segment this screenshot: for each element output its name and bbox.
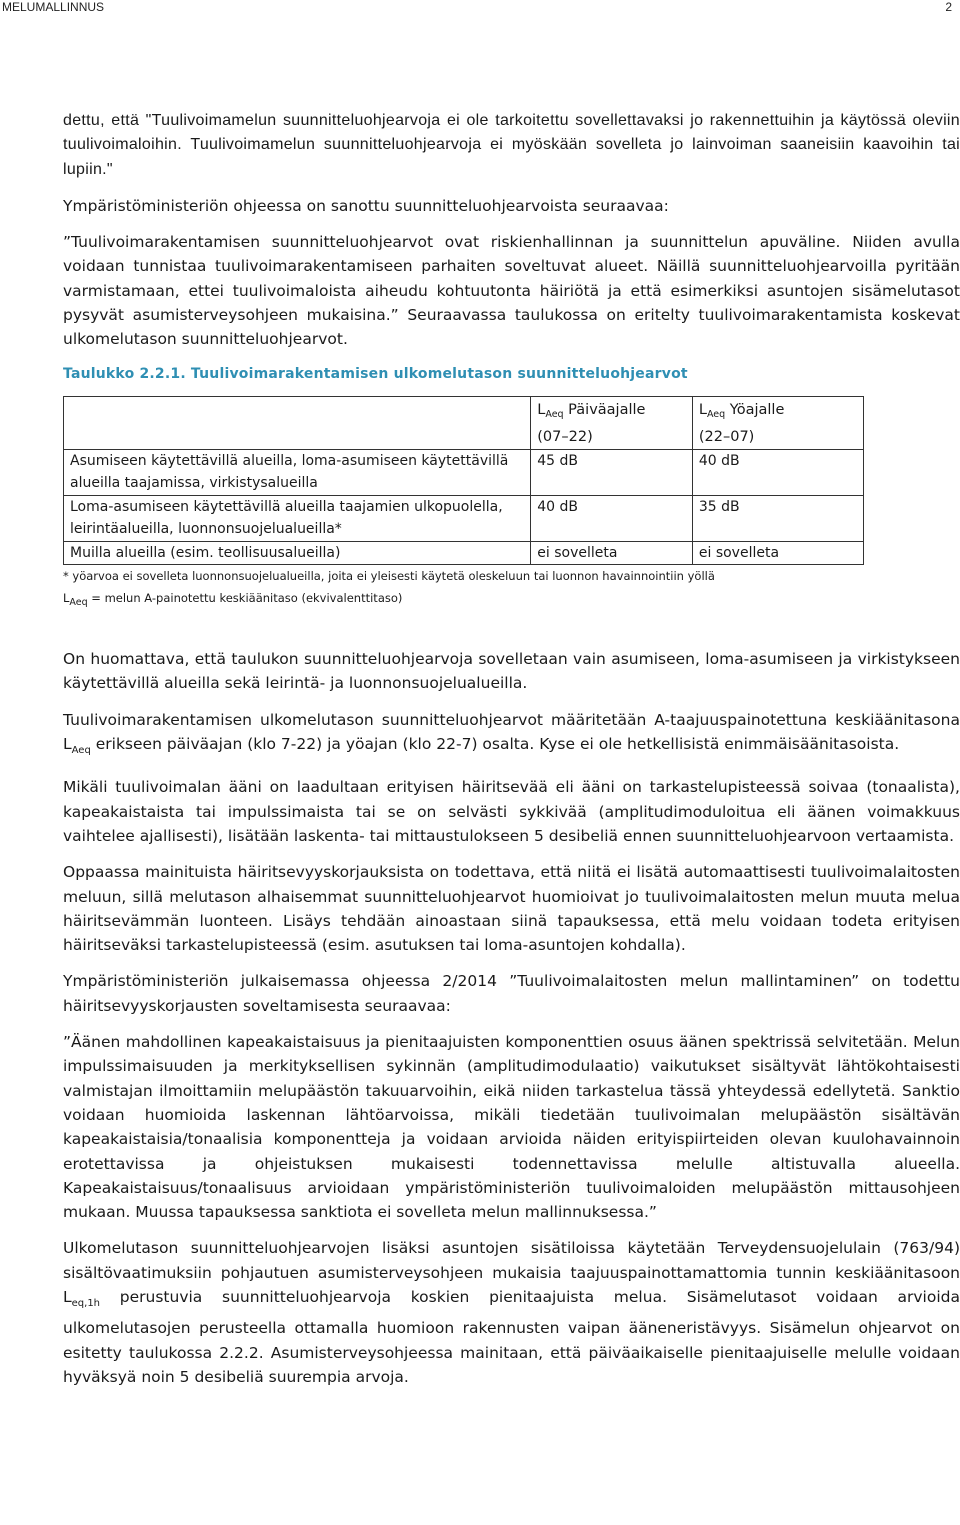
table-cell-night: 40 dB xyxy=(692,449,863,495)
paragraph-ministry-guidance: Ympäristöministeriön ohjeessa on sanottu suunnitteluohjearvoista seuraavaa: xyxy=(63,196,669,215)
table-cell-area: Loma-asumiseen käytettävillä alueilla taajamien ulkopuolella, leirintäalueilla, luonnonsuojelualueilla* xyxy=(64,495,531,541)
page-header xyxy=(0,0,960,14)
table-header-day: $L_{Aeq}$ Päiväajalle (07–22) xyxy=(531,396,693,449)
page-number: 2 xyxy=(945,0,952,14)
table-cell-area: Asumiseen käytettävillä alueilla, loma-asumiseen käytettävillä alueilla taajamissa, virkistysalueilla xyxy=(64,449,531,495)
table-cell-day: ei sovelleta xyxy=(531,541,693,565)
table-header-empty-cell xyxy=(64,396,531,449)
header-title: MELUMALLINNUS xyxy=(2,0,105,14)
table-cell-night: ei sovelleta xyxy=(692,541,863,565)
paragraph-modelling-guide: Ympäristöministeriön julkaisemassa ohjeessa 2/2014 ”Tuulivoimalaitosten melun mallintaminen” on todettu häiritsevyyskorjausten soveltamisesta seuraavaa: xyxy=(63,972,960,1015)
table-header-night: $L_{Aeq}$ Yöajalle (22–07) xyxy=(692,396,863,449)
table-cell-day: 40 dB xyxy=(531,495,693,541)
table-definition: $L_{Aeq}$ = melun A-painotettu keskiäänitaso (ekvivalenttitaso) xyxy=(63,591,403,609)
noise-limits-table xyxy=(63,396,864,566)
table-header-row xyxy=(64,396,864,449)
table-cell-day: 45 dB xyxy=(531,449,693,495)
paragraph-penalty: Mikäli tuulivoimalan ääni on laadultaan erityisen häiritsevää eli ääni on tarkastelupisteessä soivaa (tonaalista), kapeakaistaista tai impulssimaista tai se on selvästi sykkivää (amplitudimoduloitua eli äänen voimakkuus vaihtelee ajallisesti), lisätään laskenta- tai mittaustulokseen 5 desibeliä ennen suunnitteluohjearvoon vertaamista. xyxy=(63,778,960,845)
paragraph-guidance-quote: ”Tuulivoimarakentamisen suunnitteluohjearvot ovat riskienhallinnan ja suunnittelun apuväline. Niiden avulla voidaan tunnistaa tuulivoimarakentamiseen parhaiten soveltuvat alueet. Näillä suunnitteluohjearvoilla pyritään varmistamaan, ettei tuulivoimaloista aiheudu kohtuutonta häiriötä ja että esimerkiksi asuntojen sisämelutasot pysyvät asumisterveysohjeen mukaisina.” Seuraavassa taulukossa on eritelty tuulivoimarakentamista koskevat ulkomelutason suunnitteluohjearvot. xyxy=(63,233,960,349)
table-row xyxy=(64,495,864,541)
table-caption: Taulukko 2.2.1. Tuulivoimarakentamisen ulkomelutason suunnitteluohjearvot xyxy=(63,365,688,382)
document-body xyxy=(63,109,960,1389)
table-row xyxy=(64,449,864,495)
paragraph-modelling-quote: ”Äänen mahdollinen kapeakaistaisuus ja pienitaajuisten komponenttien osuus äänen spektrissä selvitetään. Melun impulssimaisuuden ja merkityksellisen sykinnän (amplitudimodulaatio) vaikutukset sisältyvät lähtökohtaisesti valmistajan ilmoittamiin melupäästön takuuarvoihin, eikä niiden tarkastelua tässä yhteydessä edellytetä. Sanktio voidaan huomioida laskennan lähtöarvoissa, mikäli tiedetään tuulivoimalan melupäästön sisältävän kapeakaistaisia/tonaalisia komponentteja ja voidaan arvioida näiden erityispiirteiden olevan kuulohavainnoin erotettavissa ja ohjeistuksen mukaisesti todennettavissa melulle altistuvalla alueella. Kapeakaistaisuus/tonaalisuus arvioidaan ympäristöministeriön tuulivoimaloiden melupäästön mittausohjeen mukaan. Muussa tapauksessa sanktiota ei sovelleta melun mallinnuksessa.” xyxy=(63,1033,960,1222)
table-row xyxy=(64,541,864,565)
paragraph-definition: Tuulivoimarakentamisen ulkomelutason suunnitteluohjearvot määritetään A-taajuuspainotettuna keskiäänitasona $L_{Aeq}$ erikseen päiväajan (klo 7-22) ja yöajan (klo 22-7) osalta. Kyse ei ole hetkellisistä enimmäisäänitasoista. xyxy=(63,710,960,757)
paragraph-corrections: Oppaassa mainituista häiritsevyyskorjauksista on todettava, että niitä ei lisätä automaattisesti tuulivoimalaitosten meluun, sillä melutason alhaisemmat suunnitteluohjearvot huomioivat jo tuulivoimalaitosten melun muuta melua häiritsevämmän luonteen. Lisäys tehdään ainoastaan siinä tapauksessa, että melu voidaan todeta erityisen häiritseväksi tarkastelupisteessä (esim. asutuksen tai loma-asuntojen kohdalla). xyxy=(63,863,960,955)
table-cell-night: 35 dB xyxy=(692,495,863,541)
paragraph-indoor-noise: Ulkomelutason suunnitteluohjearvojen lisäksi asuntojen sisätiloissa käytetään Terveydensuojelulain (763/94) sisältövaatimuksiin pohjautuen asumisterveysohjeen mukaisia taajuuspainottamattomia tunnin keskiäänitasoon $L_{eq,1h}$ perustuvia suunnitteluohjearvoja koskien pienitaajuista melua. Sisämelutasot voidaan arvioida ulkomelutasojen perusteella ottamalla huomioon rakennusten vaipan ääneneristävyys. Sisämelun ohjearvot on esitetty taulukossa 2.2.2. Asumisterveysohjeessa mainitaan, että päiväaikaiselle pienitaajuiselle melulle voidaan hyväksyä noin 5 desibeliä suurempia arvoja. xyxy=(63,1239,960,1386)
table-footnote: * yöarvoa ei sovelleta luonnonsuojelualueilla, joita ei yleisesti käytetä oleskeluun tai luonnon havainnointiin yöllä xyxy=(63,569,715,584)
intro-paragraph: dettu, että "Tuulivoimamelun suunnitteluohjearvoja ei ole tarkoitettu sovellettavaksi jo rakennettuihin ja käytössä oleviin tuulivoimaloihin. Tuulivoimamelun suunnitteluohjearvoja ei myöskään sovelleta jo lainvoiman saaneisiin kaavoihin tai lupiin." xyxy=(63,112,960,178)
paragraph-applicability: On huomattava, että taulukon suunnitteluohjearvoja sovelletaan vain asumiseen, loma-asumiseen ja virkistykseen käytettävillä alueilla sekä leirintä- ja luonnonsuojelualueilla. xyxy=(63,650,960,693)
table-cell-area: Muilla alueilla (esim. teollisuusalueilla) xyxy=(64,541,531,565)
